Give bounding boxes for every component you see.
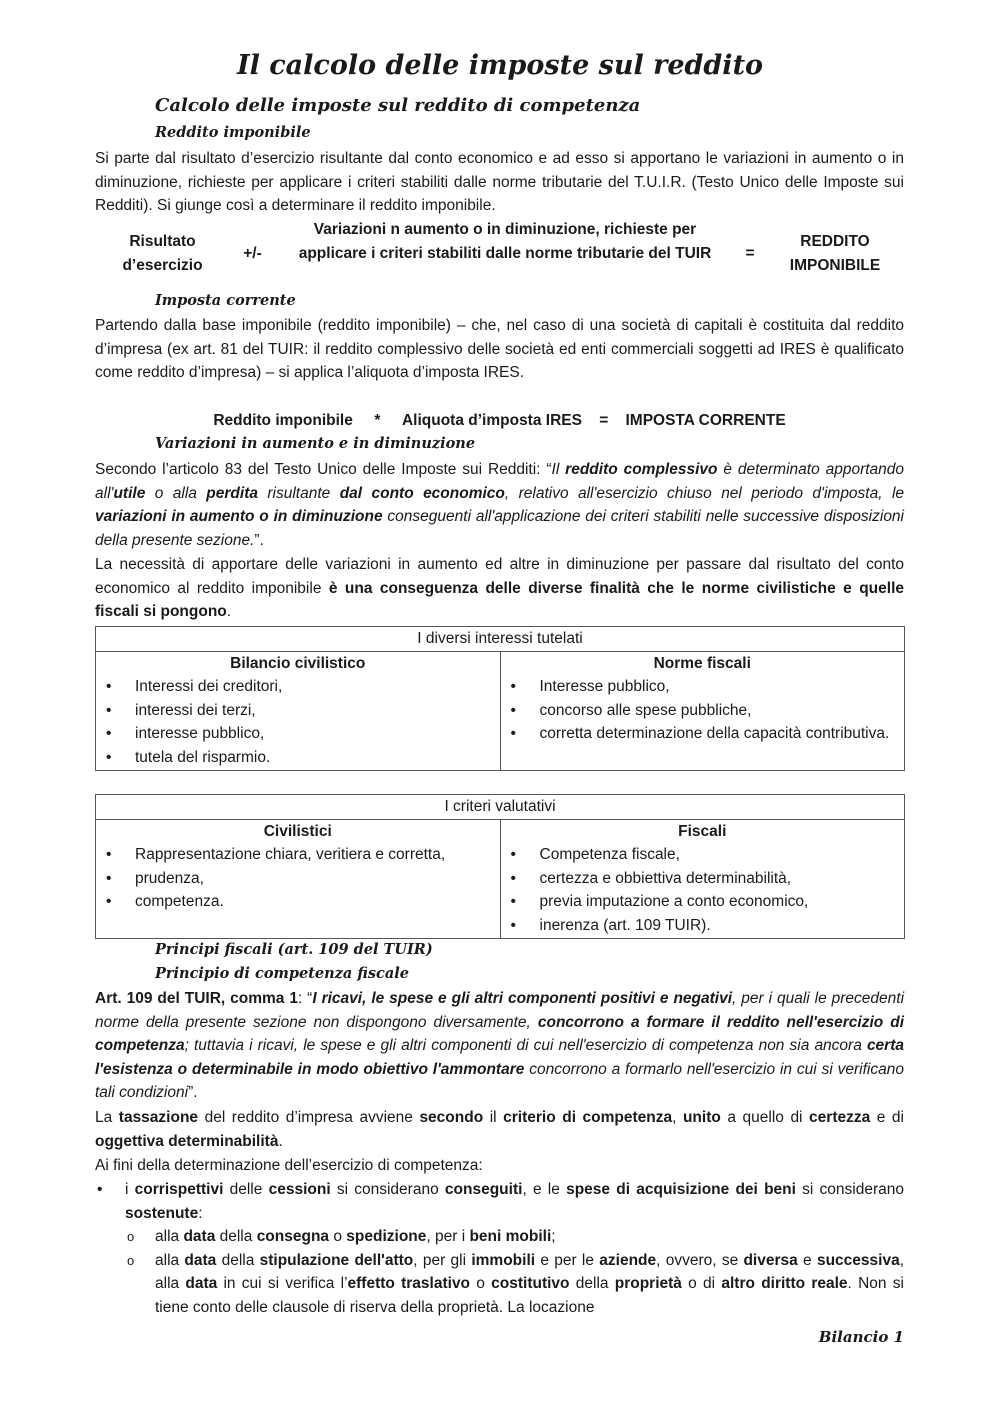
formula-equals: =	[745, 245, 755, 262]
list-item: • Competenza fiscale,	[501, 843, 905, 867]
sub-bold: spedizione	[346, 1228, 427, 1246]
bullet-bold: conseguiti	[444, 1181, 523, 1198]
sub-text: , per i	[426, 1228, 470, 1246]
sub-bold: costitutivo	[491, 1275, 570, 1293]
formula-reddito-imponibile	[95, 218, 904, 290]
list-item: • concorso alle spese pubbliche,	[501, 699, 905, 723]
list-item: • interesse pubblico,	[96, 722, 500, 746]
sub-text: o di	[681, 1275, 722, 1293]
list-item: • Rappresentazione chiara, veritiera e corretta,	[96, 843, 500, 867]
sub-text: o	[470, 1275, 492, 1293]
art83-text: o alla	[145, 484, 207, 502]
bullet-bold: spese di acquisizione dei beni	[566, 1181, 796, 1198]
list-item: • corretta determinazione della capacità contributiva.	[501, 722, 905, 746]
list-item	[95, 1249, 904, 1320]
formula-imposta-corrente	[95, 409, 904, 433]
art83-bold-conto: dal conto economico	[339, 484, 505, 502]
sub-text: della	[216, 1251, 260, 1269]
section-title: Calcolo delle imposte sul reddito di competenza	[155, 95, 641, 116]
necessita-end: .	[226, 603, 232, 621]
subheading-reddito-imponibile: Reddito imponibile	[155, 124, 311, 141]
art83-intro: Secondo l’articolo 83 del Testo Unico delle Imposte sui Redditi: “	[95, 461, 552, 478]
tassazione-text: La	[95, 1109, 119, 1126]
sub-bold: consegna	[256, 1228, 330, 1246]
bullet-text: i	[125, 1181, 135, 1198]
art83-close: ”.	[254, 531, 264, 549]
paragraph-art-109	[95, 987, 904, 1105]
list-item: • previa imputazione a conto economico,	[501, 890, 905, 914]
table2-left-header: Civilistici	[263, 822, 332, 840]
competenza-sublist	[125, 1225, 904, 1319]
bullet-bold: corrispettivi	[134, 1181, 224, 1198]
table2-caption: I criteri valutativi	[96, 795, 905, 820]
sub-text: della	[569, 1275, 615, 1293]
list-item: • inerenza (art. 109 TUIR).	[501, 914, 905, 938]
subheading-imposta-corrente: Imposta corrente	[155, 292, 296, 309]
tassazione-bold: criterio di competenza	[503, 1109, 673, 1126]
sub-bold: proprietà	[614, 1275, 682, 1293]
paragraph-ai-fini: Ai fini della determinazione dell’esercizio di competenza:	[95, 1157, 483, 1174]
tassazione-bold: oggettiva determinabilità	[95, 1132, 279, 1150]
list-item: • certezza e obbiettiva determinabilità,	[501, 867, 905, 891]
sub-text: alla	[155, 1228, 184, 1246]
bullet-text: si considerano	[330, 1181, 445, 1198]
art109-text: concorrono a formarlo nell'esercizio in cui si verificano tali condizioni	[95, 1060, 904, 1102]
sub-bold: data	[183, 1228, 216, 1246]
list-item: • prudenza,	[96, 867, 500, 891]
subheading-principio-competenza: Principio di competenza fiscale	[155, 965, 410, 982]
formula-left-term: Risultato d’esercizio	[122, 233, 203, 274]
formula2-term-a: Reddito imponibile	[213, 412, 353, 429]
tassazione-text: ,	[672, 1109, 683, 1126]
page-footer: Bilancio 1	[818, 1328, 904, 1346]
table-criteri-valutativi	[95, 794, 905, 939]
formula2-term-b: Aliquota d’imposta IRES	[401, 412, 582, 429]
sub-text: , per gli	[413, 1251, 472, 1269]
art83-bold-variazioni: variazioni in aumento o in diminuzione	[95, 508, 383, 526]
sub-text: e	[797, 1251, 817, 1269]
table2-left-col	[96, 819, 501, 938]
art109-ref: Art. 109 del TUIR, comma 1	[95, 990, 298, 1007]
bullet-bold: sostenute	[125, 1204, 199, 1222]
sub-text: e per le	[535, 1251, 600, 1269]
table-interessi-tutelati	[95, 626, 905, 771]
formula-result: REDDITO IMPONIBILE	[789, 233, 881, 274]
formula2-op-multiply: *	[374, 412, 381, 429]
sub-bold: diversa	[743, 1251, 798, 1269]
table1-caption: I diversi interessi tutelati	[96, 627, 905, 652]
art83-text: risultante	[257, 484, 340, 502]
art83-text: è determinato apportando all'	[95, 461, 905, 502]
table1-left-header: Bilancio civilistico	[230, 654, 366, 672]
necessita-bold: è una conseguenza delle diverse finalità che le norme civilistiche e quelle fiscali si pongono	[95, 579, 904, 621]
sub-bold: data	[184, 1251, 217, 1269]
art83-text: Il	[551, 461, 566, 478]
art109-bold-ricavi: I ricavi, le spese e gli altri componenti positivi e negativi	[312, 990, 733, 1007]
formula2-op-equals: =	[599, 412, 609, 429]
sub-bold: data	[185, 1275, 218, 1293]
list-item: • interessi dei terzi,	[96, 699, 500, 723]
subheading-variazioni: Variazioni in aumento e in diminuzione	[155, 435, 476, 452]
tassazione-bold: certezza	[809, 1109, 871, 1126]
formula-middle-term: Variazioni n aumento o in diminuzione, richieste per applicare i criteri stabiliti dalle norme tributarie del TUIR	[298, 221, 712, 262]
art109-bold-concorrono: concorrono a formare il reddito nell'esercizio di competenza	[95, 1013, 904, 1055]
table2-right-header: Fiscali	[678, 822, 727, 840]
list-item: • competenza.	[96, 890, 500, 914]
tassazione-text: del reddito d’impresa avviene	[198, 1109, 420, 1126]
table1-left-col	[96, 651, 501, 770]
tassazione-bold: secondo	[419, 1109, 484, 1126]
art83-text: conseguenti all'applicazione dei criteri stabiliti nelle successive disposizioni della presente sezione.	[95, 508, 904, 549]
bullet-bold: cessioni	[268, 1181, 331, 1198]
paragraph-imposta-corrente: Partendo dalla base imponibile (reddito imponibile) – che, nel caso di una società di capitali è costituita dal reddito d’impresa (ex art. 81 del TUIR: il reddito complessivo delle società ed enti commerciali soggetti ad IRES è qualificato come reddito d’impresa) – si applica l’aliquota d’imposta IRES.	[95, 317, 904, 382]
art83-bold-reddito: reddito complessivo	[565, 461, 718, 478]
art83-bold-perdita: perdita	[206, 484, 258, 502]
paragraph-necessita	[95, 553, 904, 624]
bullet-text: delle	[223, 1181, 269, 1198]
list-item: • Interesse pubblico,	[501, 675, 905, 699]
list-item: • tutela del risparmio.	[96, 746, 500, 770]
art109-close: ”.	[188, 1084, 198, 1102]
table1-right-header: Norme fiscali	[653, 654, 751, 672]
competenza-list	[95, 1178, 904, 1320]
formula2-result: IMPOSTA CORRENTE	[625, 412, 786, 429]
sub-bold: immobili	[471, 1251, 536, 1269]
sub-bold: stipulazione dell'atto	[259, 1251, 414, 1269]
sub-text: , ovvero, se	[656, 1251, 744, 1269]
paragraph-reddito-imponibile: Si parte dal risultato d’esercizio risultante dal conto economico e ad esso si apportano le variazioni in aumento o in diminuzione, richieste per applicare i criteri stabiliti dalle norme tributarie del T.U.I.R. (Testo Unico delle Imposte sui Redditi). Si giunge così a determinare il reddito imponibile.	[95, 150, 904, 215]
sub-text: alla	[155, 1251, 185, 1269]
sub-bold: aziende	[599, 1251, 657, 1269]
sub-bold: altro diritto reale	[721, 1275, 848, 1293]
sub-text: della	[215, 1228, 257, 1246]
list-item	[95, 1178, 904, 1320]
sub-text: . Non si tiene conto delle clausole di riserva della proprietà. La locazione	[155, 1275, 904, 1316]
page-title: Il calcolo delle imposte sul reddito	[236, 50, 764, 81]
bullet-text: :	[198, 1204, 203, 1222]
sub-text: in cui si verifica l’	[217, 1275, 348, 1293]
tassazione-text: .	[278, 1132, 283, 1150]
sub-bold: effetto traslativo	[347, 1275, 471, 1293]
sub-bold: beni mobili	[469, 1228, 552, 1246]
art83-bold-utile: utile	[113, 484, 146, 502]
art83-text: , relativo all'esercizio chiuso nel periodo d'imposta, le	[504, 484, 905, 502]
subheading-principi-fiscali: Principi fiscali (art. 109 del TUIR)	[155, 941, 433, 958]
table2-right-col	[500, 819, 905, 938]
formula-plus-minus: +/-	[243, 245, 262, 262]
tassazione-text: e di	[870, 1109, 904, 1126]
list-item	[95, 1225, 904, 1249]
table1-right-col	[500, 651, 905, 770]
paragraph-tassazione	[95, 1106, 904, 1153]
tassazione-text: il	[483, 1109, 504, 1126]
list-item: • Interessi dei creditori,	[96, 675, 500, 699]
necessita-text: La necessità di apportare delle variazioni in aumento ed altre in diminuzione per passare dal risultato del conto economico al reddito imponibile	[95, 556, 904, 597]
sub-text: , alla	[155, 1251, 905, 1293]
sub-text: o	[329, 1228, 347, 1246]
art109-text: ; tuttavia i ricavi, le spese e gli altri componenti di cui nell'esercizio di competenza non sia ancora	[184, 1037, 867, 1055]
bullet-text: , e le	[522, 1181, 567, 1198]
tassazione-bold: tassazione	[118, 1109, 199, 1126]
tassazione-bold: unito	[682, 1109, 721, 1126]
art109-text: , per i quali le precedenti norme della presente sezione non dispongono diversamente,	[95, 990, 905, 1031]
art109-bold-certa: certa l'esistenza o determinabile in modo obiettivo l'ammontare	[95, 1037, 904, 1078]
art109-open: : “	[297, 990, 313, 1007]
sub-bold: successiva	[816, 1251, 900, 1269]
sub-text: ;	[551, 1228, 556, 1246]
paragraph-art-83	[95, 458, 904, 552]
tassazione-text: a quello di	[720, 1109, 810, 1126]
bullet-text: si considerano	[795, 1181, 905, 1198]
